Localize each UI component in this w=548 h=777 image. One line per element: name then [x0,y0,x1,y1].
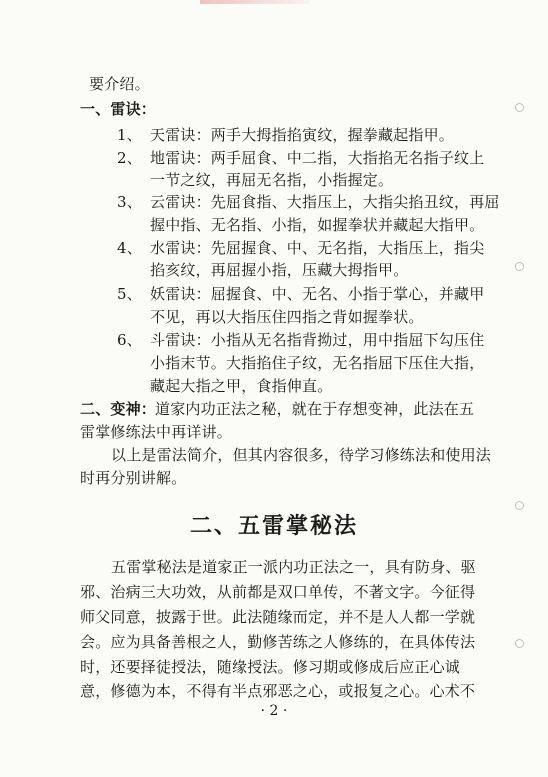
item-text-continued: 掐亥纹，再屈握小指，压藏大拇指甲。 [150,261,409,279]
body-line: 邪、治病三大功效，从前都是双口单传，不著文字。今征得 [80,583,476,601]
item-text: 天雷诀：两手大拇指掐寅纹，握拳藏起指甲。 [150,126,455,144]
item-text: 水雷诀：先屈握食、中、无名指，大指压上，指尖 [150,239,485,257]
item-text-continued: 小指末节。大指掐住子纹，无名指屈下压住大指， [150,354,485,372]
item-number: 6、 [117,331,142,349]
item-number: 2、 [117,149,142,167]
body-line: 师父同意，披露于世。此法随缘而定，并不是人人都一学就 [80,608,476,626]
body-line: 五雷掌秘法是道家正一派内功正法之一，具有防身、驱 [111,558,476,576]
item-text: 地雷诀：两手屈食、中二指，大指掐无名指子纹上 [150,149,485,167]
section2-text-continued: 雷掌修练法中再详讲。 [80,423,233,441]
item-number: 4、 [117,239,142,257]
binding-hole-1 [515,103,524,112]
item-text-continued: 握中指、无名指、小指，如握拳状并藏起大指甲。 [150,216,485,234]
item-text-continued: 藏起大指之甲，食指伸直。 [150,377,333,395]
top-edge-bleed [200,0,310,4]
body-line: 时，还要择徒授法，随缘授法。修习期或修成后应正心诚 [80,658,461,676]
chapter-title: 二、五雷掌秘法 [189,513,358,539]
body-line: 意，修德为本，不得有半点邪恶之心，或报复之心。心术不 [80,682,476,700]
body-line: 会。应为具备善根之人，勤修苦练之人修练的，在具体传法 [80,633,476,651]
item-number: 3、 [117,193,142,211]
item-text-continued: 不见，再以大指压住四指之背如握拳状。 [150,308,424,326]
item-number: 5、 [117,285,142,303]
intro-tail-text: 要介绍。 [89,75,150,93]
page-number: · 2 · [260,703,288,719]
item-text: 斗雷诀：小指从无名指背拗过，用中指屈下勾压住 [150,331,485,349]
binding-hole-2 [515,262,524,271]
summary-text: 以上是雷法简介，但其内容很多，待学习修练法和使用法 [111,446,492,464]
summary-text-continued: 时再分别讲解。 [80,469,187,487]
item-text: 妖雷诀：屈握食、中、无名、小指于掌心，并藏甲 [150,285,485,303]
binding-hole-4 [515,639,524,648]
item-text: 云雷诀：先屈食指、大指压上，大指尖掐丑纹，再屈 [150,193,500,211]
item-text-continued: 一节之纹，再屈无名指，小指握定。 [150,171,394,189]
item-number: 1、 [117,126,142,144]
section1-heading: 一、雷诀： [80,100,157,118]
section2-text: 道家内功正法之秘，就在于存想变神，此法在五 [155,400,475,418]
section2-heading: 二、变神： [80,400,157,418]
